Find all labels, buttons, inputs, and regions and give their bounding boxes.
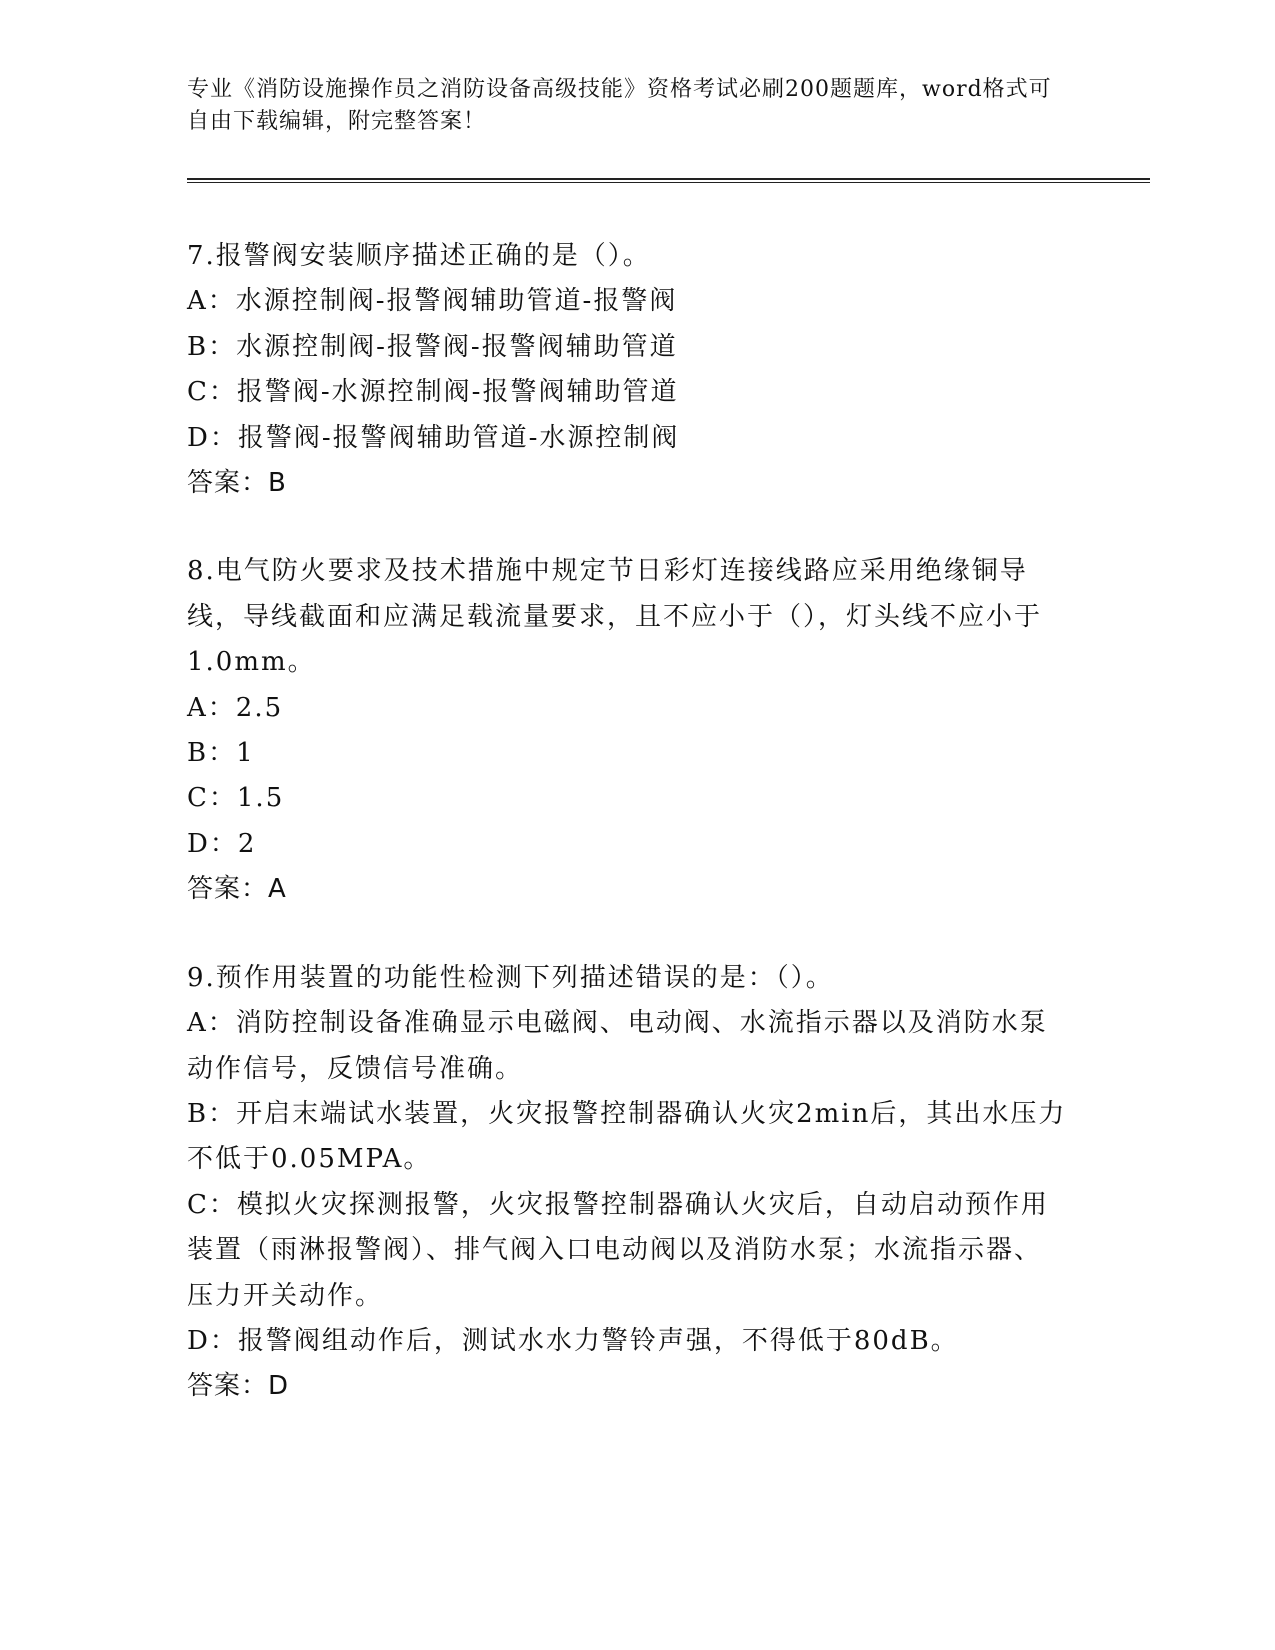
question-list — [187, 234, 1067, 1453]
page-header: 专业《消防设施操作员之消防设备高级技能》资格考试必刷200题题库，word格式可自由下载编辑，附完整答案！ — [187, 77, 1052, 134]
question-stem: 8.电气防火要求及技术措施中规定节日彩灯连接线路应采用绝缘铜导线，导线截面和应满足载流量要求，且不应小于（），灯头线不应小于1.0mm。 — [187, 556, 1043, 678]
answer-label: 答案：D — [187, 1371, 290, 1402]
option-c: C：1.5 — [187, 783, 285, 814]
question-item — [187, 956, 1067, 1410]
question-item — [187, 549, 1067, 912]
question-item — [187, 234, 1067, 506]
question-stem: 7.报警阀安装顺序描述正确的是（）。 — [187, 241, 651, 271]
option-c: C：模拟火灾探测报警，火灾报警控制器确认火灾后，自动启动预作用装置（雨淋报警阀）、排气阀入口电动阀以及消防水泵；水流指示器、压力开关动作。 — [187, 1189, 1049, 1311]
option-d: D：报警阀-报警阀辅助管道-水源控制阀 — [187, 422, 680, 453]
option-b: B：水源控制阀-报警阀-报警阀辅助管道 — [187, 331, 678, 362]
option-a: A：2.5 — [187, 692, 284, 723]
answer-label: 答案：A — [187, 874, 287, 905]
option-d: D：2 — [187, 828, 257, 859]
option-a: A：水源控制阀-报警阀辅助管道-报警阀 — [187, 286, 678, 317]
answer-label: 答案：B — [187, 468, 287, 499]
header-divider — [187, 178, 1150, 183]
option-b: B：1 — [187, 738, 255, 769]
option-c: C：报警阀-水源控制阀-报警阀辅助管道 — [187, 377, 679, 408]
option-a: A：消防控制设备准确显示电磁阀、电动阀、水流指示器以及消防水泵动作信号，反馈信号准确。 — [187, 1008, 1048, 1084]
option-b: B：开启末端试水装置，火灾报警控制器确认火灾2min后，其出水压力不低于0.05MPA。 — [187, 1098, 1067, 1175]
question-stem: 9.预作用装置的功能性检测下列描述错误的是：（）。 — [187, 962, 834, 993]
option-d: D：报警阀组动作后，测试水水力警铃声强，不得低于80dB。 — [187, 1325, 959, 1356]
